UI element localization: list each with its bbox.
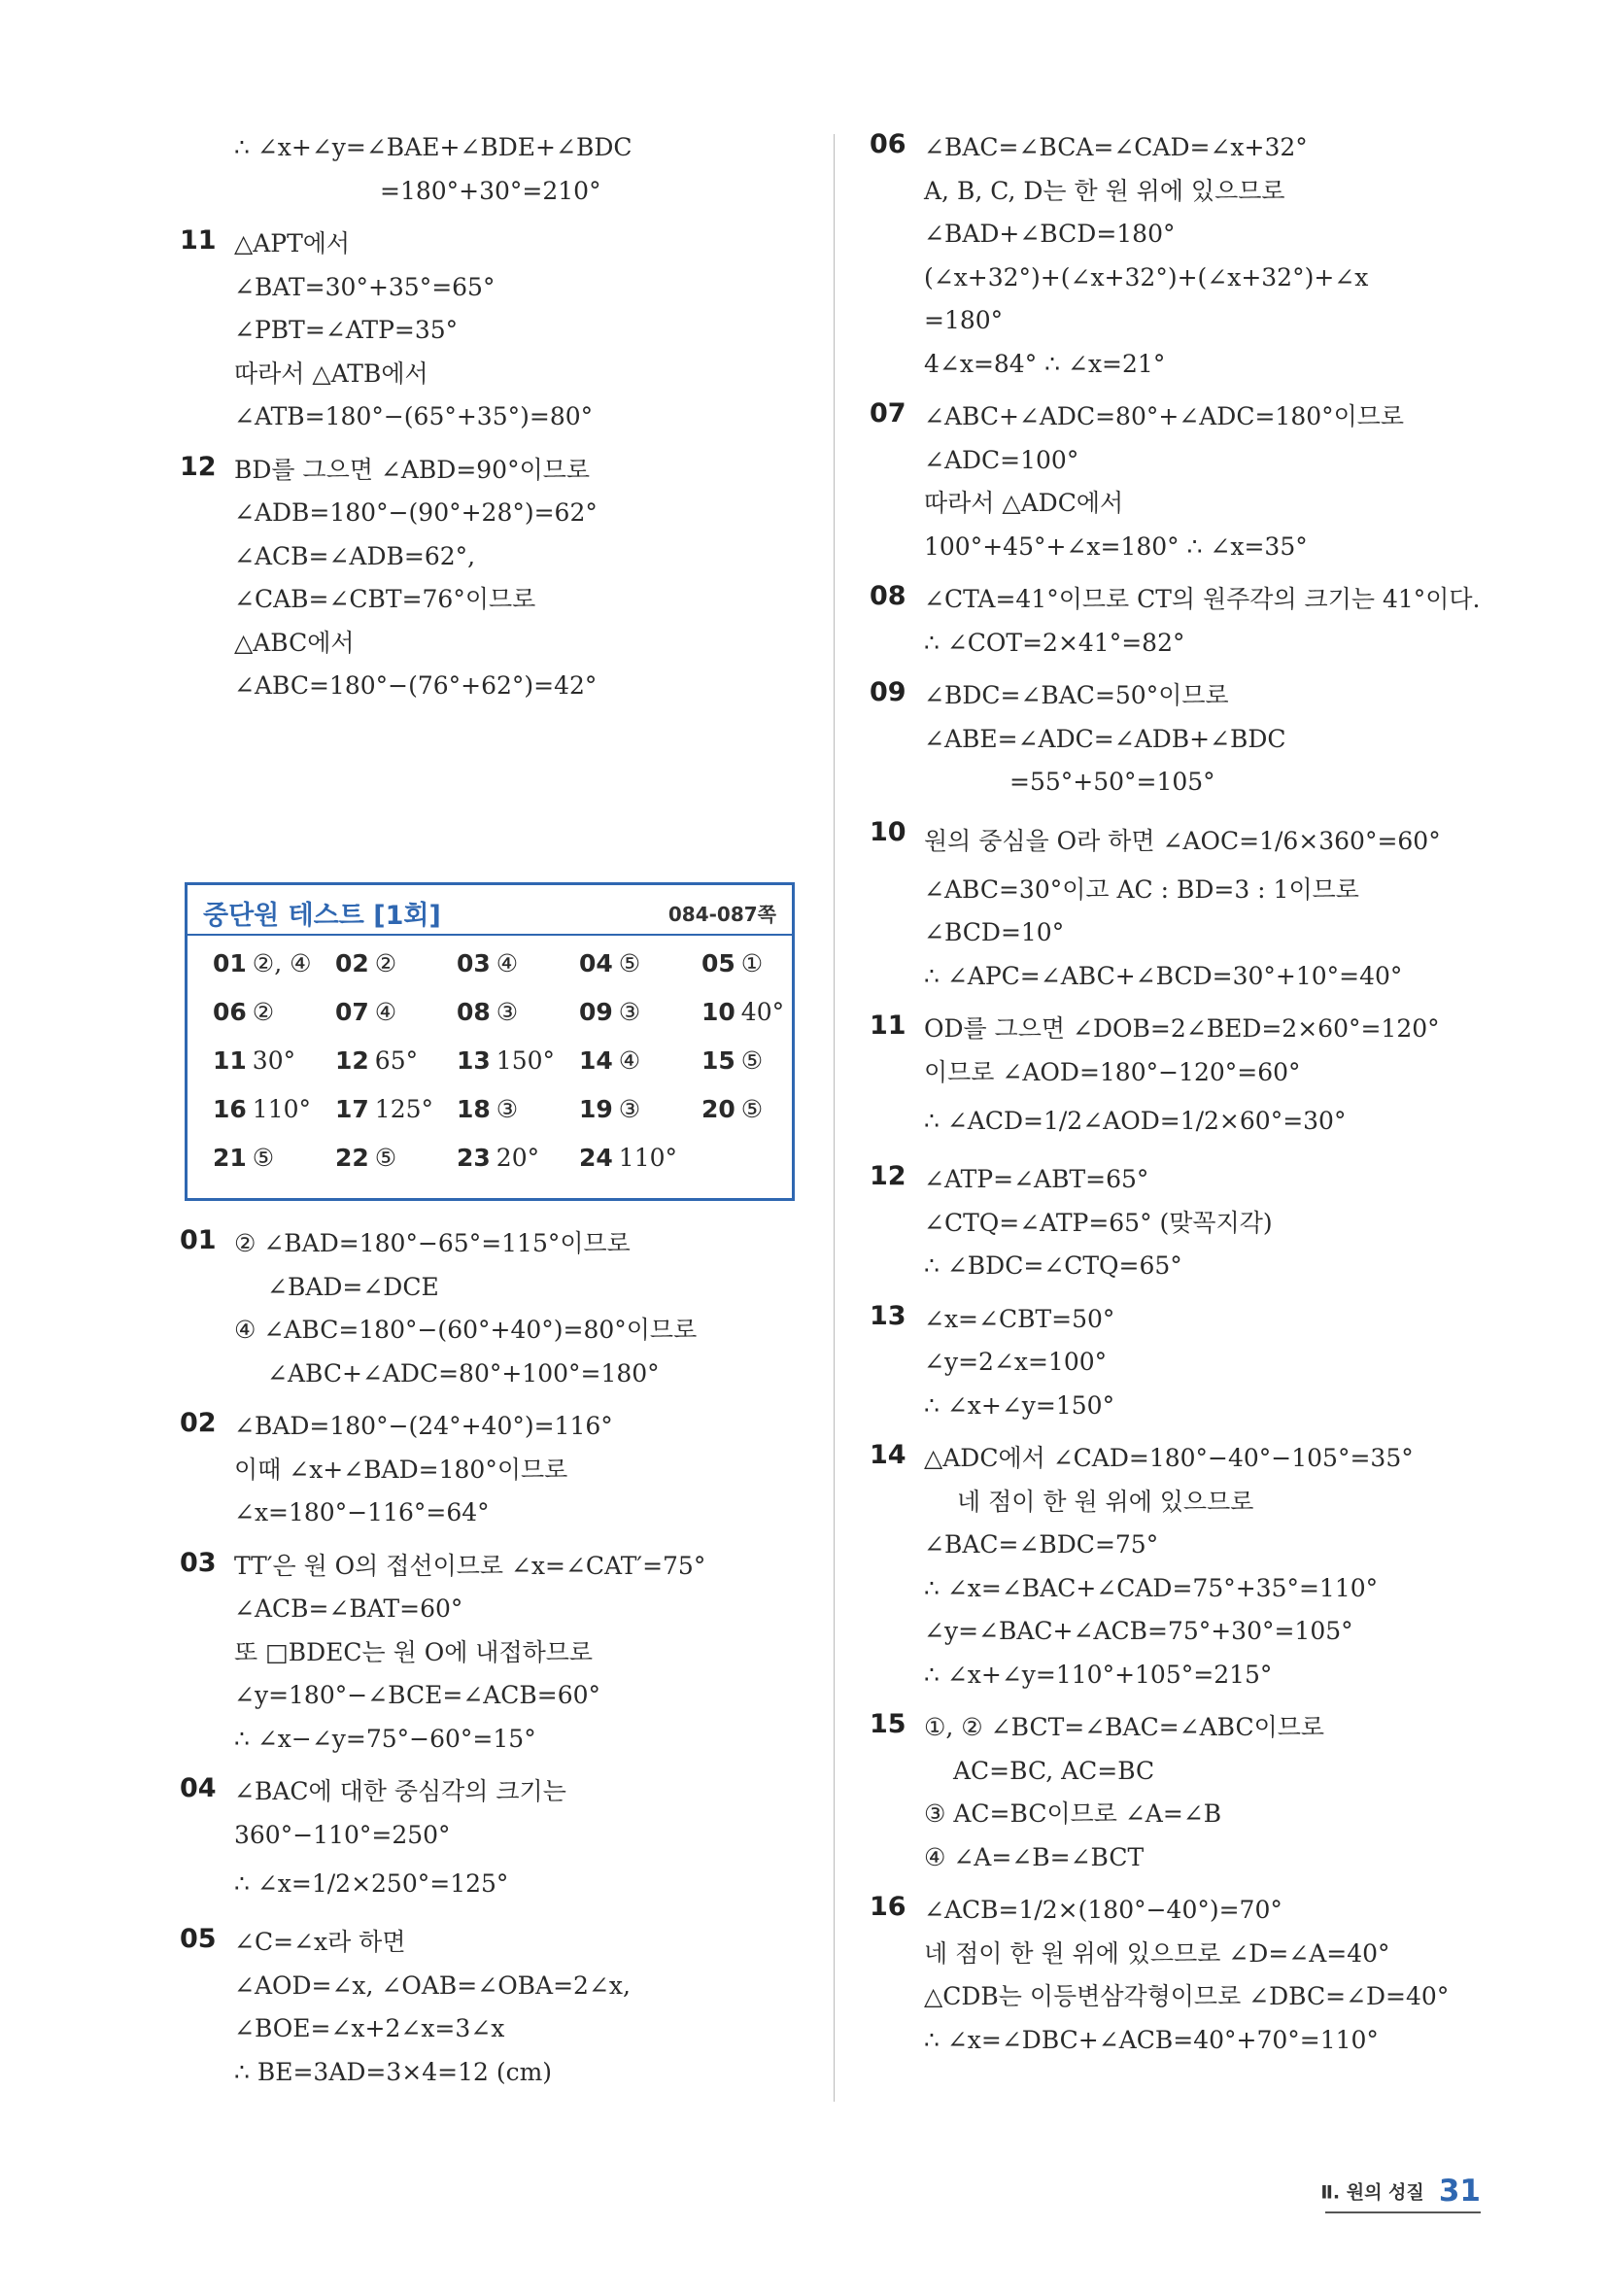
solution-line: 네 점이 한 원 위에 있으므로 ∠D=∠A=40° bbox=[924, 1938, 1390, 1968]
problem-number: 01 bbox=[180, 1225, 217, 1255]
problem-number: 13 bbox=[870, 1300, 906, 1331]
solution-line: 따라서 △ADC에서 bbox=[924, 489, 1124, 517]
solution-line: ∠ATP=∠ABT=65° bbox=[924, 1165, 1149, 1193]
right-column bbox=[870, 126, 1511, 2072]
problem-number: 09 bbox=[870, 677, 906, 707]
answer-number: 10 bbox=[701, 998, 735, 1026]
solution-line: TT′은 원 O의 접선이므로 ∠x=∠CAT′=75° bbox=[234, 1551, 706, 1580]
solution-line: AC=BC, AC=BC bbox=[953, 1756, 1155, 1785]
answer-value: ② bbox=[374, 949, 397, 977]
solution-02 bbox=[180, 1405, 802, 1535]
solution-01 bbox=[180, 1222, 802, 1395]
answer-item bbox=[579, 1095, 640, 1123]
answer-number: 01 bbox=[213, 949, 247, 977]
answer-value: ⑤ bbox=[374, 1144, 397, 1172]
page-footer bbox=[1320, 2174, 1481, 2209]
solution-line: ∠ADB=180°−(90°+28°)=62° bbox=[234, 498, 598, 527]
solution-line: ∴ ∠ACD=1/2∠AOD=1/2×60°=30° bbox=[924, 1107, 1347, 1135]
answer-number: 23 bbox=[457, 1144, 491, 1172]
answer-number: 06 bbox=[213, 998, 247, 1026]
answer-box-pages: 084-087쪽 bbox=[667, 903, 776, 926]
footer-section: Ⅱ. 원의 성질 bbox=[1320, 2181, 1424, 2204]
solution-line: ∴ ∠x=∠BAC+∠CAD=75°+35°=110° bbox=[924, 1573, 1379, 1602]
answer-value: ③ bbox=[496, 1095, 519, 1123]
answer-value: 30° bbox=[252, 1046, 296, 1075]
solution-07 bbox=[870, 395, 1511, 568]
solution-line: ∠BAT=30°+35°=65° bbox=[234, 272, 496, 301]
carryover-solution bbox=[180, 126, 802, 213]
solution-line: ④ ∠ABC=180°−(60°+40°)=80°이므로 bbox=[234, 1316, 698, 1344]
solution-line: ∠ABC=180°−(76°+62°)=42° bbox=[234, 671, 598, 700]
answer-item bbox=[213, 949, 312, 977]
solution-line: ∠BAD=180°−(24°+40°)=116° bbox=[234, 1412, 613, 1440]
solution-11 bbox=[870, 1008, 1511, 1148]
answer-number: 11 bbox=[213, 1046, 247, 1075]
unit-test-answer-box bbox=[185, 882, 795, 1201]
answer-number: 16 bbox=[213, 1095, 247, 1123]
solution-line: ∠ACB=∠ADB=62°, bbox=[234, 541, 476, 570]
solution-line: ∴ ∠x+∠y=110°+105°=215° bbox=[924, 1660, 1273, 1689]
answer-number: 12 bbox=[335, 1046, 369, 1075]
answer-item bbox=[579, 998, 640, 1026]
answer-item bbox=[579, 1144, 677, 1172]
solution-14 bbox=[870, 1437, 1511, 1696]
answer-number: 02 bbox=[335, 949, 369, 977]
solution-line: ∴ ∠x+∠y=150° bbox=[924, 1390, 1115, 1420]
solution-line: ∠BAC=∠BDC=75° bbox=[924, 1530, 1159, 1559]
problem-number: 07 bbox=[870, 398, 906, 428]
solution-line: ∠BCD=10° bbox=[924, 918, 1065, 946]
solution-06 bbox=[870, 126, 1511, 386]
solution-08 bbox=[870, 578, 1511, 665]
answer-item bbox=[213, 998, 274, 1026]
solution-line: ∴ ∠x−∠y=75°−60°=15° bbox=[234, 1724, 536, 1753]
solution-line: =55°+50°=105° bbox=[1009, 768, 1215, 796]
answer-item bbox=[213, 1046, 295, 1075]
answer-item bbox=[335, 998, 396, 1026]
answer-value: 125° bbox=[374, 1095, 434, 1123]
solution-line: 100°+45°+∠x=180° ∴ ∠x=35° bbox=[924, 531, 1308, 561]
solution-13 bbox=[870, 1298, 1511, 1428]
solution-line: ∠AOD=∠x, ∠OAB=∠OBA=2∠x, bbox=[234, 1970, 631, 2000]
answer-value: ④ bbox=[496, 949, 519, 977]
solution-line: =180°+30°=210° bbox=[380, 176, 601, 205]
solution-line: △CDB는 이등변삼각형이므로 ∠DBC=∠D=40° bbox=[924, 1982, 1450, 2010]
solution-line: △ABC에서 bbox=[234, 628, 355, 657]
answer-value: ⑤ bbox=[252, 1144, 275, 1172]
left-column-lower bbox=[180, 1222, 802, 2104]
answer-value: ② bbox=[252, 998, 275, 1026]
answer-number: 05 bbox=[701, 949, 735, 977]
solution-line: ∠CAB=∠CBT=76°이므로 bbox=[234, 585, 536, 613]
solution-line: ∠y=∠BAC+∠ACB=75°+30°=105° bbox=[924, 1617, 1353, 1645]
answer-item bbox=[457, 949, 518, 977]
solution-line: ∠PBT=∠ATP=35° bbox=[234, 316, 459, 344]
answer-number: 18 bbox=[457, 1095, 491, 1123]
problem-number: 14 bbox=[870, 1440, 906, 1470]
answer-value: 40° bbox=[740, 998, 785, 1026]
solution-04 bbox=[180, 1770, 802, 1911]
answer-value: ④ bbox=[618, 1046, 641, 1075]
problem-number: 02 bbox=[180, 1408, 217, 1438]
solution-line: ④ ∠A=∠B=∠BCT bbox=[924, 1842, 1145, 1871]
solution-line: ② ∠BAD=180°−65°=115°이므로 bbox=[234, 1229, 631, 1257]
solution-12 bbox=[180, 449, 802, 708]
problem-number: 15 bbox=[870, 1709, 906, 1739]
answer-number: 19 bbox=[579, 1095, 613, 1123]
answer-item bbox=[213, 1144, 274, 1172]
answer-item bbox=[701, 998, 784, 1026]
answer-value: ②, ④ bbox=[252, 949, 312, 977]
answer-item bbox=[579, 1046, 640, 1075]
solution-line: 360°−110°=250° bbox=[234, 1820, 451, 1849]
solution-line: ∠CTA=41°이므로 CT의 원주각의 크기는 41°이다. bbox=[924, 585, 1481, 613]
answer-item bbox=[457, 1095, 518, 1123]
answer-box-header bbox=[188, 885, 792, 936]
solution-line: ∠ABE=∠ADC=∠ADB+∠BDC bbox=[924, 724, 1286, 753]
solution-line: △ADC에서 ∠CAD=180°−40°−105°=35° bbox=[924, 1444, 1414, 1472]
solution-line: ∠ACB=∠BAT=60° bbox=[234, 1594, 463, 1623]
solution-line: ∴ BE=3AD=3×4=12 (cm) bbox=[234, 2057, 553, 2086]
solution-line: ∠ATB=180°−(65°+35°)=80° bbox=[234, 402, 594, 430]
solution-line: ∠ABC+∠ADC=80°+∠ADC=180°이므로 bbox=[924, 402, 1405, 430]
answer-number: 13 bbox=[457, 1046, 491, 1075]
solution-line: ∴ ∠x+∠y=∠BAE+∠BDE+∠BDC bbox=[234, 133, 633, 161]
solution-line: (∠x+32°)+(∠x+32°)+(∠x+32°)+∠x bbox=[924, 262, 1369, 291]
answer-number: 14 bbox=[579, 1046, 613, 1075]
answer-value: 20° bbox=[496, 1144, 540, 1172]
solution-line: ∠BAC에 대한 중심각의 크기는 bbox=[234, 1777, 566, 1805]
problem-number: 04 bbox=[180, 1773, 217, 1803]
solution-line: BD를 그으면 ∠ABD=90°이므로 bbox=[234, 455, 591, 484]
solution-10 bbox=[870, 814, 1511, 999]
answer-item bbox=[335, 1144, 396, 1172]
problem-number: 12 bbox=[870, 1161, 906, 1191]
answer-item bbox=[335, 949, 396, 977]
solution-line: ∠BDC=∠BAC=50°이므로 bbox=[924, 681, 1229, 709]
answer-item bbox=[335, 1095, 433, 1123]
problem-number: 05 bbox=[180, 1924, 217, 1954]
solution-12 bbox=[870, 1158, 1511, 1288]
answer-value: 110° bbox=[252, 1095, 312, 1123]
answer-item bbox=[579, 949, 640, 977]
solution-line: A, B, C, D는 한 원 위에 있으므로 bbox=[924, 176, 1285, 205]
solution-line: ③ AC=BC이므로 ∠A=∠B bbox=[924, 1799, 1222, 1828]
solution-line: ∠ACB=1/2×(180°−40°)=70° bbox=[924, 1896, 1282, 1924]
solution-line: 4∠x=84° ∴ ∠x=21° bbox=[924, 349, 1166, 378]
solution-line: ∴ ∠COT=2×41°=82° bbox=[924, 628, 1185, 657]
solution-03 bbox=[180, 1545, 802, 1762]
solution-line: ∴ ∠BDC=∠CTQ=65° bbox=[924, 1251, 1182, 1280]
solution-11 bbox=[180, 223, 802, 439]
answer-value: ③ bbox=[618, 1095, 641, 1123]
solution-09 bbox=[870, 674, 1511, 805]
solution-16 bbox=[870, 1889, 1511, 2062]
answer-item bbox=[457, 998, 518, 1026]
solution-line: ∠BAC=∠BCA=∠CAD=∠x+32° bbox=[924, 133, 1308, 161]
solution-line: 또 □BDEC는 원 O에 내접하므로 bbox=[234, 1637, 594, 1666]
answer-item bbox=[701, 1095, 763, 1123]
solution-line: ∠BAD=∠DCE bbox=[267, 1272, 439, 1301]
left-column bbox=[180, 126, 802, 718]
solution-line: ∠ADC=100° bbox=[924, 445, 1079, 474]
answer-value: ④ bbox=[374, 998, 397, 1026]
answer-value: ⑤ bbox=[740, 1095, 764, 1123]
answer-number: 04 bbox=[579, 949, 613, 977]
solution-line: =180° bbox=[924, 306, 1004, 334]
problem-number: 11 bbox=[870, 1011, 906, 1041]
solution-line: ∠ABC+∠ADC=80°+100°=180° bbox=[267, 1358, 660, 1388]
problem-number: 06 bbox=[870, 129, 906, 159]
answer-number: 21 bbox=[213, 1144, 247, 1172]
solution-line: 네 점이 한 원 위에 있으므로 bbox=[957, 1487, 1254, 1516]
solution-line: ∠BAD+∠BCD=180° bbox=[924, 220, 1176, 248]
problem-number: 10 bbox=[870, 816, 906, 847]
page-number: 31 bbox=[1438, 2174, 1481, 2209]
solution-line: 이므로 ∠AOD=180°−120°=60° bbox=[924, 1057, 1301, 1086]
answer-box-title: 중단원 테스트 [1회] bbox=[203, 901, 441, 931]
solution-line: ∠x=180°−116°=64° bbox=[234, 1498, 490, 1526]
answer-item bbox=[701, 1046, 763, 1075]
solution-05 bbox=[180, 1921, 802, 2094]
solution-line: OD를 그으면 ∠DOB=2∠BED=2×60°=120° bbox=[924, 1014, 1440, 1043]
answer-value: 150° bbox=[496, 1046, 556, 1075]
solution-line: ∠BOE=∠x+2∠x=3∠x bbox=[234, 2014, 505, 2042]
solution-line: △APT에서 bbox=[234, 229, 351, 257]
solution-line: ①, ② ∠BCT=∠BAC=∠ABC이므로 bbox=[924, 1713, 1325, 1741]
answer-number: 20 bbox=[701, 1095, 735, 1123]
answer-number: 15 bbox=[701, 1046, 735, 1075]
answer-item bbox=[213, 1095, 311, 1123]
answer-value: ③ bbox=[618, 998, 641, 1026]
answer-value: 65° bbox=[374, 1046, 419, 1075]
problem-number: 03 bbox=[180, 1547, 217, 1578]
answer-value: ⑤ bbox=[740, 1046, 764, 1075]
answer-item bbox=[335, 1046, 418, 1075]
solution-15 bbox=[870, 1706, 1511, 1879]
problem-number: 08 bbox=[870, 581, 906, 611]
problem-number: 11 bbox=[180, 225, 217, 256]
footer-rule bbox=[1325, 2211, 1481, 2213]
solution-line: ∠C=∠x라 하면 bbox=[234, 1928, 406, 1956]
column-divider bbox=[834, 134, 835, 2102]
solution-line: 따라서 △ATB에서 bbox=[234, 359, 428, 388]
solution-line: ∠x=∠CBT=50° bbox=[924, 1304, 1115, 1333]
answer-number: 24 bbox=[579, 1144, 613, 1172]
solution-line: ∠ABC=30°이고 AC : BD=3 : 1이므로 bbox=[924, 874, 1359, 904]
answer-value: ③ bbox=[496, 998, 519, 1026]
solution-line: ∴ ∠x=∠DBC+∠ACB=40°+70°=110° bbox=[924, 2025, 1379, 2054]
answer-value: ⑤ bbox=[618, 949, 641, 977]
solution-line: ∠y=2∠x=100° bbox=[924, 1348, 1108, 1376]
solution-line: 이때 ∠x+∠BAD=180°이므로 bbox=[234, 1455, 568, 1484]
solution-line: ∠y=180°−∠BCE=∠ACB=60° bbox=[234, 1681, 601, 1709]
answer-number: 22 bbox=[335, 1144, 369, 1172]
solution-line: ∴ ∠x=1/2×250°=125° bbox=[234, 1869, 509, 1898]
answer-value: ① bbox=[740, 949, 764, 977]
answer-number: 08 bbox=[457, 998, 491, 1026]
solution-line: ∠CTQ=∠ATP=65° (맞꼭지각) bbox=[924, 1208, 1273, 1237]
answer-item bbox=[701, 949, 763, 977]
answer-value: 110° bbox=[618, 1144, 678, 1172]
answer-number: 03 bbox=[457, 949, 491, 977]
problem-number: 16 bbox=[870, 1892, 906, 1922]
answer-item bbox=[457, 1046, 555, 1075]
answer-item bbox=[457, 1144, 539, 1172]
answer-number: 17 bbox=[335, 1095, 369, 1123]
solution-line: ∴ ∠APC=∠ABC+∠BCD=30°+10°=40° bbox=[924, 961, 1403, 990]
answer-number: 07 bbox=[335, 998, 369, 1026]
solution-line: 원의 중심을 O라 하면 ∠AOC=1/6×360°=60° bbox=[924, 826, 1441, 855]
problem-number: 12 bbox=[180, 451, 217, 482]
answer-number: 09 bbox=[579, 998, 613, 1026]
